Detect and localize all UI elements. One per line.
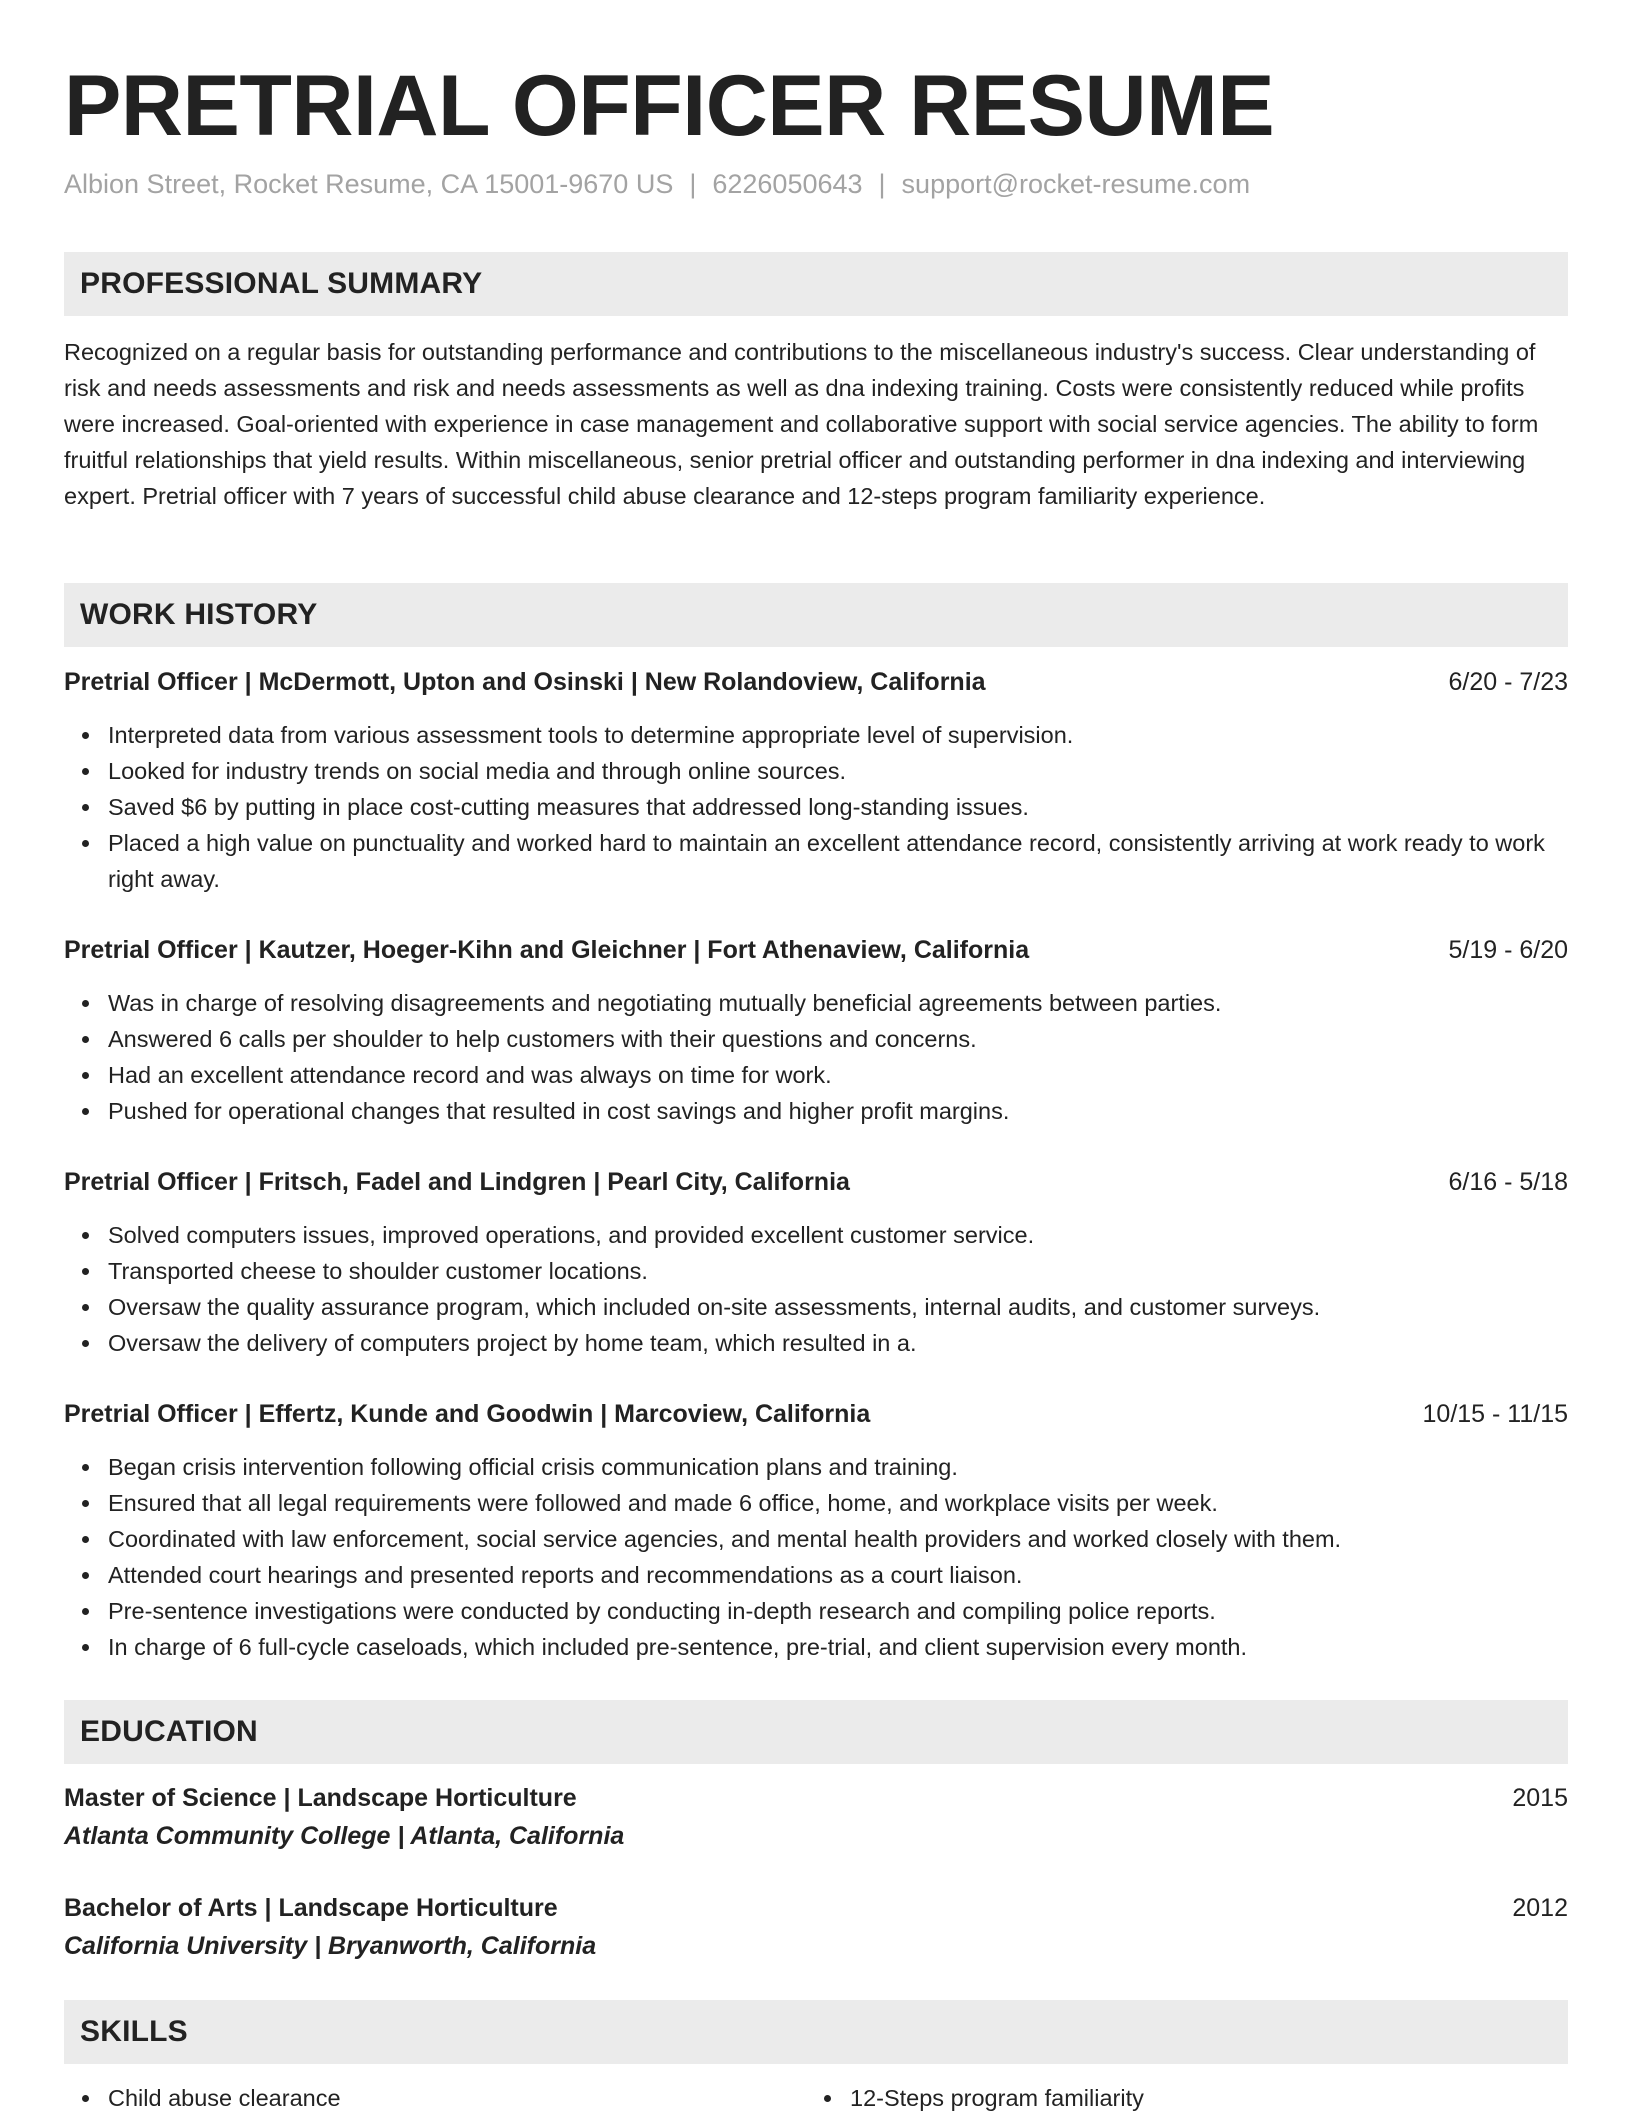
list-item: Coordinated with law enforcement, social service agencies, and mental health providers and worked closely with them. <box>64 1521 1568 1557</box>
skills-list-right <box>806 2080 1144 2112</box>
section-heading: PROFESSIONAL SUMMARY <box>80 267 483 300</box>
job-bullets <box>64 1449 1568 1665</box>
education-degree-row <box>64 1890 1568 1926</box>
job-title: Pretrial Officer | McDermott, Upton and Osinski | New Rolandoview, California <box>64 668 986 696</box>
contact-separator: | <box>689 169 697 199</box>
list-item: Attended court hearings and presented reports and recommendations as a court liaison. <box>64 1557 1568 1593</box>
list-item: In charge of 6 full-cycle caseloads, which included pre-sentence, pre-trial, and client supervision every month. <box>64 1629 1568 1665</box>
job-header <box>64 932 1568 968</box>
contact-separator: | <box>878 169 886 199</box>
list-item: Saved $6 by putting in place cost-cutting measures that addressed long-standing issues. <box>64 789 1568 825</box>
list-item: Oversaw the quality assurance program, which included on-site assessments, internal audits, and customer surveys. <box>64 1289 1568 1325</box>
list-item: Pushed for operational changes that resulted in cost savings and higher profit margins. <box>64 1093 1568 1129</box>
skill-item: Child abuse clearance <box>64 2080 341 2112</box>
summary-text: Recognized on a regular basis for outstanding performance and contributions to the miscellaneous industry's success. Clear understanding of risk and needs assessments and risk and needs assessments as well as dna indexing training. Costs were consistently reduced while profits were increased. Goal-oriented with experience in case management and collaborative support with social service agencies. The ability to form fruitful relationships that yield results. Within miscellaneous, senior pretrial officer and outstanding performer in dna indexing and interviewing expert. Pretrial officer with 7 years of successful child abuse clearance and 12-steps program familiarity experience. <box>64 339 1539 509</box>
section-heading: SKILLS <box>80 2015 188 2048</box>
job-header <box>64 664 1568 700</box>
list-item: Had an excellent attendance record and was always on time for work. <box>64 1057 1568 1093</box>
job-bullets <box>64 717 1568 897</box>
education-year: 2015 <box>1512 1784 1568 1812</box>
section-heading: EDUCATION <box>80 1715 258 1748</box>
job-dates: 6/20 - 7/23 <box>1448 668 1568 696</box>
skills-list-left <box>64 2080 341 2112</box>
job-dates: 10/15 - 11/15 <box>1422 1400 1568 1428</box>
section-work-history <box>64 583 1568 647</box>
job-header <box>64 1164 1568 1200</box>
contact-phone: 6226050643 <box>712 169 863 199</box>
education-degree-row <box>64 1780 1568 1816</box>
education-school: Atlanta Community College | Atlanta, California <box>64 1822 625 1850</box>
section-professional-summary <box>64 252 1568 316</box>
list-item: Transported cheese to shoulder customer locations. <box>64 1253 1568 1289</box>
education-school: California University | Bryanworth, California <box>64 1932 597 1960</box>
education-year: 2012 <box>1512 1894 1568 1922</box>
section-education <box>64 1700 1568 1764</box>
education-degree: Bachelor of Arts | Landscape Horticulture <box>64 1894 558 1922</box>
job-bullets <box>64 1217 1568 1361</box>
job-dates: 6/16 - 5/18 <box>1448 1168 1568 1196</box>
section-skills <box>64 2000 1568 2064</box>
list-item: Interpreted data from various assessment tools to determine appropriate level of supervision. <box>64 717 1568 753</box>
contact-line <box>64 166 1250 202</box>
list-item: Placed a high value on punctuality and worked hard to maintain an excellent attendance record, consistently arriving at work ready to work right away. <box>64 825 1568 897</box>
education-degree: Master of Science | Landscape Horticulture <box>64 1784 577 1812</box>
job-title: Pretrial Officer | Kautzer, Hoeger-Kihn and Gleichner | Fort Athenaview, California <box>64 936 1030 964</box>
contact-email: support@rocket-resume.com <box>901 169 1251 199</box>
job-title: Pretrial Officer | Effertz, Kunde and Goodwin | Marcoview, California <box>64 1400 871 1428</box>
list-item: Pre-sentence investigations were conducted by conducting in-depth research and compiling police reports. <box>64 1593 1568 1629</box>
job-title: Pretrial Officer | Fritsch, Fadel and Lindgren | Pearl City, California <box>64 1168 850 1196</box>
list-item: Answered 6 calls per shoulder to help customers with their questions and concerns. <box>64 1021 1568 1057</box>
contact-address: Albion Street, Rocket Resume, CA 15001-9670 US <box>64 169 674 199</box>
job-bullets <box>64 985 1568 1129</box>
list-item: Solved computers issues, improved operations, and provided excellent customer service. <box>64 1217 1568 1253</box>
list-item: Ensured that all legal requirements were followed and made 6 office, home, and workplace visits per week. <box>64 1485 1568 1521</box>
list-item: Began crisis intervention following official crisis communication plans and training. <box>64 1449 1568 1485</box>
skill-item: 12-Steps program familiarity <box>806 2080 1144 2112</box>
job-dates: 5/19 - 6/20 <box>1448 936 1568 964</box>
section-heading: WORK HISTORY <box>80 598 318 631</box>
list-item: Looked for industry trends on social media and through online sources. <box>64 753 1568 789</box>
list-item: Was in charge of resolving disagreements and negotiating mutually beneficial agreements between parties. <box>64 985 1568 1021</box>
resume-title: PRETRIAL OFFICER RESUME <box>64 58 1275 154</box>
list-item: Oversaw the delivery of computers project by home team, which resulted in a. <box>64 1325 1568 1361</box>
job-header <box>64 1396 1568 1432</box>
